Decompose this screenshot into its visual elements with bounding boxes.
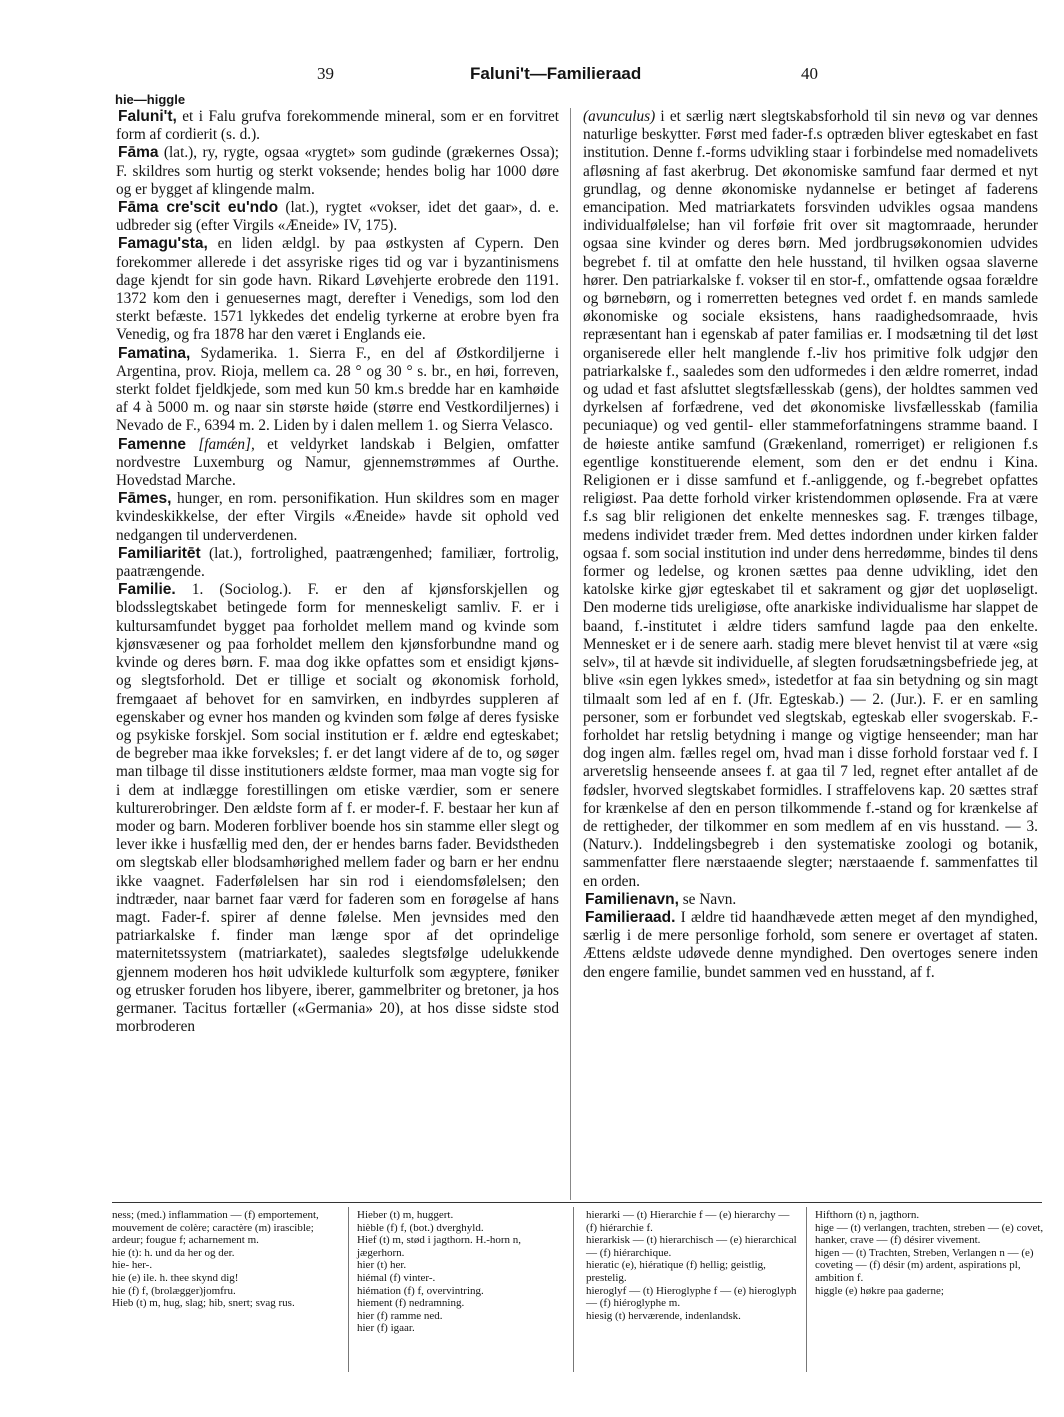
footer-entry: hierarki — (t) Hierarchie f — (e) hierarchy — (f) hiérarchie f. — [586, 1209, 790, 1234]
footer-column-4 — [815, 1209, 1045, 1297]
entry-text: et veldyrket landskab i Belgien, omfatter nordvestre Luxemburg og Namur, gjennemstrømmes af Ourthe. Hovedstad Marche. — [116, 435, 559, 490]
entry-text: (lat.), fortrolighed, paatrængenhed; familiær, fortrolig, paatrængende. — [116, 544, 559, 581]
dictionary-entry — [116, 108, 559, 144]
right-page-number: 40 — [801, 64, 818, 83]
dictionary-entry — [116, 199, 559, 235]
footer-column-2 — [357, 1209, 562, 1335]
entry-text: hunger, en rom. personifikation. Hun skildres som en mager kvindeskikkelse, der efter Virgils «Æneide» havde sit ophold ved nedgangen til underverdenen. — [116, 490, 559, 544]
footer-entry: hiement (f) nedramning. — [357, 1297, 465, 1310]
dictionary-entry — [583, 108, 1038, 891]
footer-entry: ness; (med.) inflammation — (f) emportement, mouvement de colère; caractère (m) irascible; ardeur; fougue f; acharnement m. — [112, 1209, 319, 1247]
footer-entry: hier (t) her. — [357, 1259, 407, 1272]
guide-word: hie—higgle — [115, 92, 186, 107]
footer-entry: higgle (e) høkre paa gaderne; — [815, 1284, 944, 1297]
entry-text: se Navn. — [678, 890, 737, 908]
entry-headword: Familiaritēt — [118, 544, 201, 562]
entry-headword: Familie. — [118, 581, 176, 599]
footer-entry: higen — (t) Trachten, Streben, Verlangen n — (e) coveting — (f) désir (m) ardent, aspirations pl, ambition f. — [815, 1246, 1034, 1284]
footer-entry: hige — (t) verlangen, trachten, streben — (e) covet, hanker, crave — (f) désirer vivement. — [815, 1221, 1044, 1247]
footer-divider — [348, 1207, 349, 1372]
entry-text: et i Falu grufva forekommende mineral, som er en forvitret form af cordierit (s. d.). — [116, 108, 559, 144]
footer-rule — [112, 1202, 1042, 1203]
footer-divider — [806, 1207, 807, 1372]
footer-entry: Hieber (t) m, huggert. — [357, 1209, 454, 1221]
footer-entry: Hieb (t) m, hug, slag; hib, snert; svag rus. — [112, 1297, 295, 1310]
running-title: Faluni't—Familieraad — [470, 64, 642, 83]
entry-text: i et særlig nært slegtskabsforhold til sin nevø og var dennes naturlige beskytter. Først med fader-f.s optræden bliver egteskabet en fast institution. Denne f.-forms udvikling staar i forbindelse med nomadelivets afløsning af fast akerbrug. Det økonomiske samfund faar dermed et nyt grundlag, og denne økonomiske nydannelse er betinget af faderens emancipation. Med matriarkatets forsvinden udvikles ogsaa mandens individualfølelse; han vil forføie frit over sit magtomraade, herunder ogsaa sine kvinder og deres børn. Med jordbrugsøkonomien udvides begrebet f. til at omfatte den hele husstand, til hvilken ogsaa slaverne hører. Den patriarkalske f. vokser til en stor-f., omfattende ogsaa forældre og børnebørn, og i romerretten betegnes ved ordet f. en mands samlede økonomiske og sociale eksistens, hans raadighedsomraade, hvis repræsentant han i egenskab af pater familias er. I modsætning til det løst organiserede eller helt manglende f.-liv hos primitive folk udgjør den patriarkalske f., saaledes som den udformedes i den ældre romerret, indad og udad et fast afsluttet slegtsfællesskab (gens), der holdtes sammen ved dyrkelsen af forfædrene, ved det økonomiske livsfællesskab (familia pecuniaque) og ved gentil- eller stammeforfatningens stramme baand. I de høieste antike samfund (Grækenland, romerriget) er religionen f.s egentlige konstituerende element, som den er det endnu i Kina. Religionen er i disse samfund et f.-anliggende, og f.-begrebet opfattes religiøst. Paa dette forhold virker kristendommen opløsende. Fra at være f.s sag blir religionen det enkelte menneskes sag. F. trænges tilbage, medens individet træder frem. Med dettes indordnen under kirken falder ogsaa f. som social institution ind under dens herredømme, bindes til dens former og ledelse, og kronen sættes paa denne udvikling, idet den katolske kirke gjør egteskabet til et sakrament og gjør det uopløseligt. Den moderne tids ureligiøse, ofte anarkiske individualisme har slappet de baand, f.-institutet i ældre tiders samfund lagde paa den enkelte. Mennesket er i de senere aarh. stadig mere blevet henvist til at være «sig selv», til at hævde sit individuelle, af slegten forudsætningsbefriede jeg, at blive «sin egen lykkes smed», istedetfor at faa sin betydning og sin magt tilmaalt som led af en f. (Jfr. Egteskab.) — 2. (Jur.). F. er en samling personer, som er forbundet ved slegtskab, egteskab eller svogerskab. F.-forholdet har retslig betydning i mange og vigtige henseender; man har dog ingen alm. fælles regel om, hvad man i disse forhold forstaar ved f. I arveretslig henseende ansees f. at gaa til 7 led, regnet efter antallet af de fødsler, hvorved slegtskabet formidles. I straffelovens kap. 20 sættes straf for krænkelse af den en person tilkommende f.-stand og for krænkelse af de rettigheder, der tilkommer en som medlem af en vis husstand. — 3. (Naturv.). Inddelingsbegreb i den systematiske zoologi og botanik, sammenfatter flere nærstaaende slegter; nærstaaende f. sammenfattes til en orden. — [583, 108, 1038, 890]
footer-entry: hie (e) ile. h. thee skynd dig! — [112, 1271, 239, 1284]
entry-headword: Faluni't, — [118, 108, 177, 125]
footer-column-1 — [112, 1209, 342, 1310]
entry-italic: (avunculus) — [583, 108, 656, 125]
footer-entry: hieroglyf — (t) Hieroglyphe f — (e) hieroglyph — (f) hiéroglyphe m. — [586, 1284, 797, 1310]
left-page-number: 39 — [317, 64, 334, 83]
footer-entry: hièble (f) f, (bot.) dverghyld. — [357, 1221, 484, 1234]
entry-text: Sydamerika. 1. Sierra F., en del af Østkordiljerne i Argentina, prov. Rioja, mellem ca. 28 ° og 30 ° s. br., en høi, forreven, sterkt foldet fjeldkjede, som med kun 50 km.s bredde har en kamhøide af 4 à 5000 m. og naar sin største høide (større end Vestkordiljernes) i Nevado de F., 6394 m. 2. Liden by i dalen mellem 1. og Sierra Velasco. — [116, 344, 559, 435]
dictionary-entry — [116, 144, 559, 199]
footer-entry: hiémation (f) f, overvintring. — [357, 1284, 484, 1297]
entry-headword: Fāmes, — [118, 490, 172, 508]
dictionary-entry — [116, 581, 559, 1036]
footer-entry: hieratic (e), hiératique (f) hellig; geistlig, prestelig. — [586, 1259, 766, 1284]
footer-entry: hie- her-. — [112, 1259, 153, 1272]
footer-entry: Hifthorn (t) n, jagthorn. — [815, 1209, 920, 1221]
dictionary-entry — [116, 436, 559, 491]
entry-italic: [famǽn], — [186, 435, 255, 453]
entry-headword: Fāma — [118, 144, 159, 162]
footer-entry: hiesig (t) herværende, indenlandsk. — [586, 1309, 741, 1322]
entry-text: (lat.), rygtet «vokser, idet det gaar», d. e. udbreder sig (efter Virgils «Æneide» IV, 175). — [116, 199, 559, 235]
entry-text: en liden ældgl. by paa østkysten af Cypern. Den forekommer allerede i det assyriske riges tid og var i byzantinismens dage kjendt for sin gode havn. Rikard Løvehjerte erobrede den 1191. 1372 kom den i genuesernes magt, derefter i Venedigs, som lod den sterkt befæste. 1571 lykkedes det endelig tyrkerne at erobre byen fra Venedig, og fra 1878 har den været i Englands eie. — [116, 235, 559, 344]
entry-text: I ældre tid haandhævede ætten meget af den myndighed, særlig i de mere personlige forhold, som senere er overtaget af staten. Ættens ældste udøvede denne myndighed. Den overtoges senere inden den engere familie, bundet sammen ved en husstand, af f. — [583, 908, 1038, 981]
footer-entry: hie (t): h. und da her og der. — [112, 1246, 235, 1259]
dictionary-entry — [116, 345, 559, 436]
dictionary-entry — [116, 235, 559, 344]
dictionary-entry — [116, 490, 559, 545]
dictionary-entry — [583, 891, 1038, 909]
footer-entry: hierarkisk — (t) hierarchisch — (e) hierarchical — (f) hiérarchique. — [586, 1234, 797, 1259]
dictionary-entry — [583, 909, 1038, 982]
entry-headword: Famenne — [118, 435, 187, 453]
footer-entry: hier (f) igaar. — [357, 1322, 415, 1335]
footer-entry: hiémal (f) vinter-. — [357, 1271, 436, 1284]
dictionary-entry — [116, 545, 559, 581]
footer-divider — [573, 1207, 574, 1372]
footer-entry: Hief (t) m, stød i jagthorn. H.-horn n, jægerhorn. — [357, 1234, 522, 1259]
entry-headword: Famatina, — [118, 344, 191, 362]
entry-text: (lat.), ry, rygte, ogsaa «rygtet» som gudinde (grækernes Ossa); F. skildres som hurtig og sterkt voksende; hendes bolig har 1000 døre og er bygget af klingende malm. — [116, 144, 559, 198]
entry-headword: Familienavn, — [585, 890, 679, 908]
left-column — [116, 108, 559, 1036]
entry-text: 1. (Sociolog.). F. er den af kjønsforskjellen og blodsslegtskabet betingede form for menneskeligt samliv. F. er i kultursamfundet bygget paa forholdet mellem mand og kvinde som kjønsvæsener og paa forholdet mellem den kjønsforbundne mand og kvinde og deres børn. F. maa dog ikke opfattes som et ensidigt kjøns- og slegtsforhold. Det er tillige et socialt og økonomisk forhold, fremgaaet af behovet for en samvirken, en indbyrdes suppleren af egenskaber og evner hos manden og kvinden som følge af deres fysiske og psykiske forskjel. Som social institution er f. ældre end egteskabet; de begreber maa ikke forveksles; f. er det langt videre af de to, og søger man tilbage til disse institutioners ældste former, maa man vogte sig for i dem at indlægge forestillingen om etiske værdier, som er senere kulturerobringer. Den ældste form af f. er moder-f. F. bestaar her kun af moder og barn. Moderen forbliver boende hos sin stamme eller slegt og lever ikke i husfællig med den, der er hendes barns fader. Bevidstheden om slegtskab eller blodsamhørighed mellem fader og barn er her endnu ikke vaagnet. Faderfølelsen har sin rod i eiendomsfølelsen; den indtræder, naar barnet faar værd for faderen som en forøgelse af hans magt. Fader-f. spirer af denne følelse. Men jevnsides med den patriarkalske f. finder man længe spor af det oprindelige maternitetssystem (matriarkatet), saaledes slegtsfølge udelukkende gjennem moderen hos høit udviklede kulturfolk som ægyptere, føniker og etrusker foruden hos libyere, iberer, gammelbriter og bretoner, ja hos germaner. Tacitus fortæller («Germania» 20), at hos disse sidste stod morbroderen — [116, 581, 559, 1036]
right-column — [583, 108, 1038, 982]
footer-entry: hie (f) f, (brolægger)jomfru. — [112, 1284, 236, 1297]
entry-headword: Fāma cre'scit eu'ndo — [118, 199, 279, 217]
entry-headword: Famagu'sta, — [118, 235, 208, 253]
entry-headword: Familieraad. — [585, 908, 676, 926]
column-divider — [570, 108, 571, 1200]
footer-column-3 — [586, 1209, 798, 1322]
footer-entry: hier (f) ramme ned. — [357, 1309, 443, 1322]
